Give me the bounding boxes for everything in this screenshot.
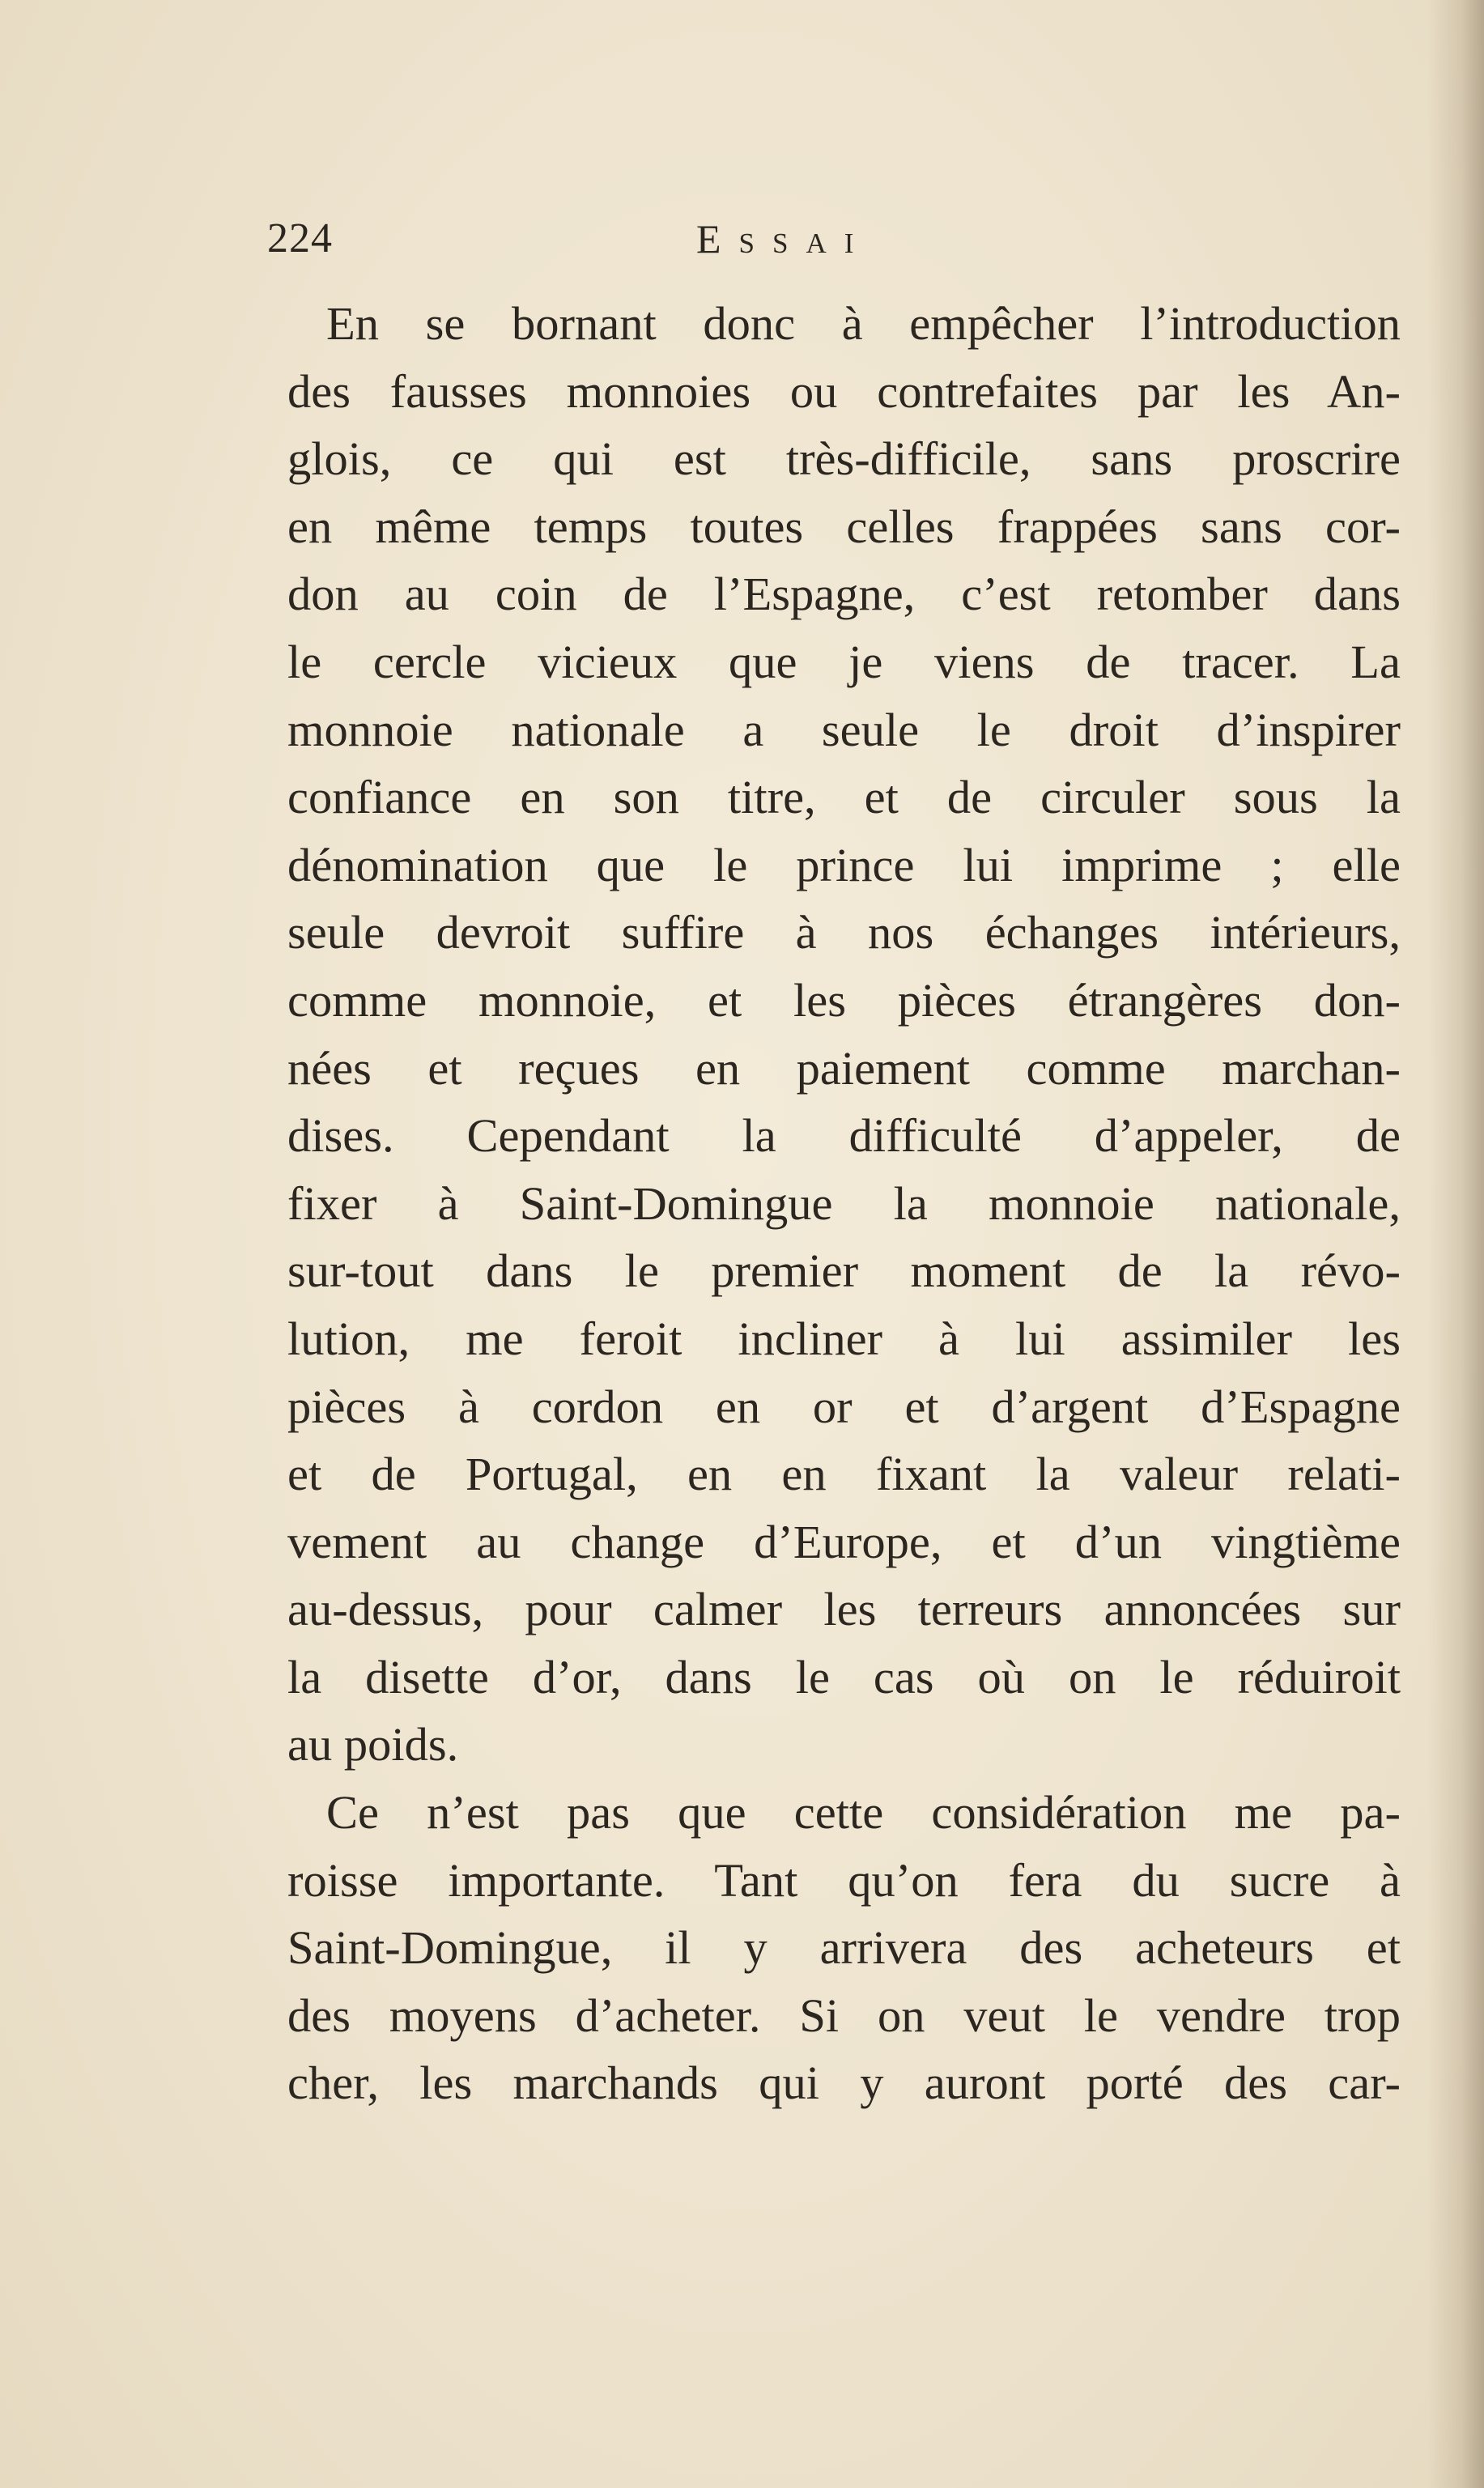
- text-line: en même temps toutes celles frappées sans cor-: [287, 500, 1401, 553]
- text-line: En se bornant donc à empêcher l’introduction: [326, 297, 1401, 350]
- running-head: Essai: [696, 216, 872, 262]
- text-line: des fausses monnoies ou contrefaites par les An-: [287, 364, 1401, 418]
- page-header: [267, 206, 1401, 271]
- text-line: sur-tout dans le premier moment de la révo-: [287, 1244, 1401, 1298]
- text-line: cher, les marchands qui y auront porté des car-: [287, 2056, 1401, 2110]
- text-line: glois, ce qui est très-difficile, sans proscrire: [287, 432, 1401, 486]
- text-line: des moyens d’acheter. Si on veut le vendre trop: [287, 1988, 1401, 2042]
- text-line: au-dessus, pour calmer les terreurs annoncées sur: [287, 1583, 1401, 1636]
- text-line: dénomination que le prince lui imprime ; elle: [287, 838, 1401, 891]
- text-line: confiance en son titre, et de circuler sous la: [287, 771, 1401, 824]
- text-line: seule devroit suffire à nos échanges intérieurs,: [287, 906, 1401, 959]
- body-text: [287, 290, 1401, 2117]
- paragraph-1: [287, 290, 1401, 1779]
- page-number: 224: [267, 215, 333, 262]
- text-line: dises. Cependant la difficulté d’appeler, de: [287, 1109, 1401, 1163]
- text-line: nées et reçues en paiement comme marchan-: [287, 1041, 1401, 1095]
- text-line: Saint-Domingue, il y arrivera des acheteurs et: [287, 1921, 1401, 1975]
- text-line: monnoie nationale a seule le droit d’inspirer: [287, 703, 1401, 756]
- text-line: le cercle vicieux que je viens de tracer. La: [287, 635, 1401, 688]
- text-line: Ce n’est pas que cette considération me pa-: [326, 1786, 1401, 1839]
- text-line: fixer à Saint-Domingue la monnoie nationale,: [287, 1176, 1401, 1230]
- text-line: comme monnoie, et les pièces étrangères don-: [287, 973, 1401, 1027]
- text-line: don au coin de l’Espagne, c’est retomber dans: [287, 568, 1401, 621]
- text-line: au poids.: [287, 1718, 459, 1771]
- page-edge-shadow: [1427, 0, 1484, 2488]
- paragraph-2: [287, 1779, 1401, 2117]
- text-line: pièces à cordon en or et d’argent d’Espagne: [287, 1380, 1401, 1433]
- text-line: la disette d’or, dans le cas où on le réduiroit: [287, 1650, 1401, 1703]
- text-line: et de Portugal, en en fixant la valeur relati-: [287, 1448, 1401, 1501]
- text-line: roisse importante. Tant qu’on fera du sucre à: [287, 1853, 1401, 1907]
- text-line: lution, me feroit incliner à lui assimiler les: [287, 1312, 1401, 1365]
- text-line: vement au change d’Europe, et d’un vingtième: [287, 1515, 1401, 1568]
